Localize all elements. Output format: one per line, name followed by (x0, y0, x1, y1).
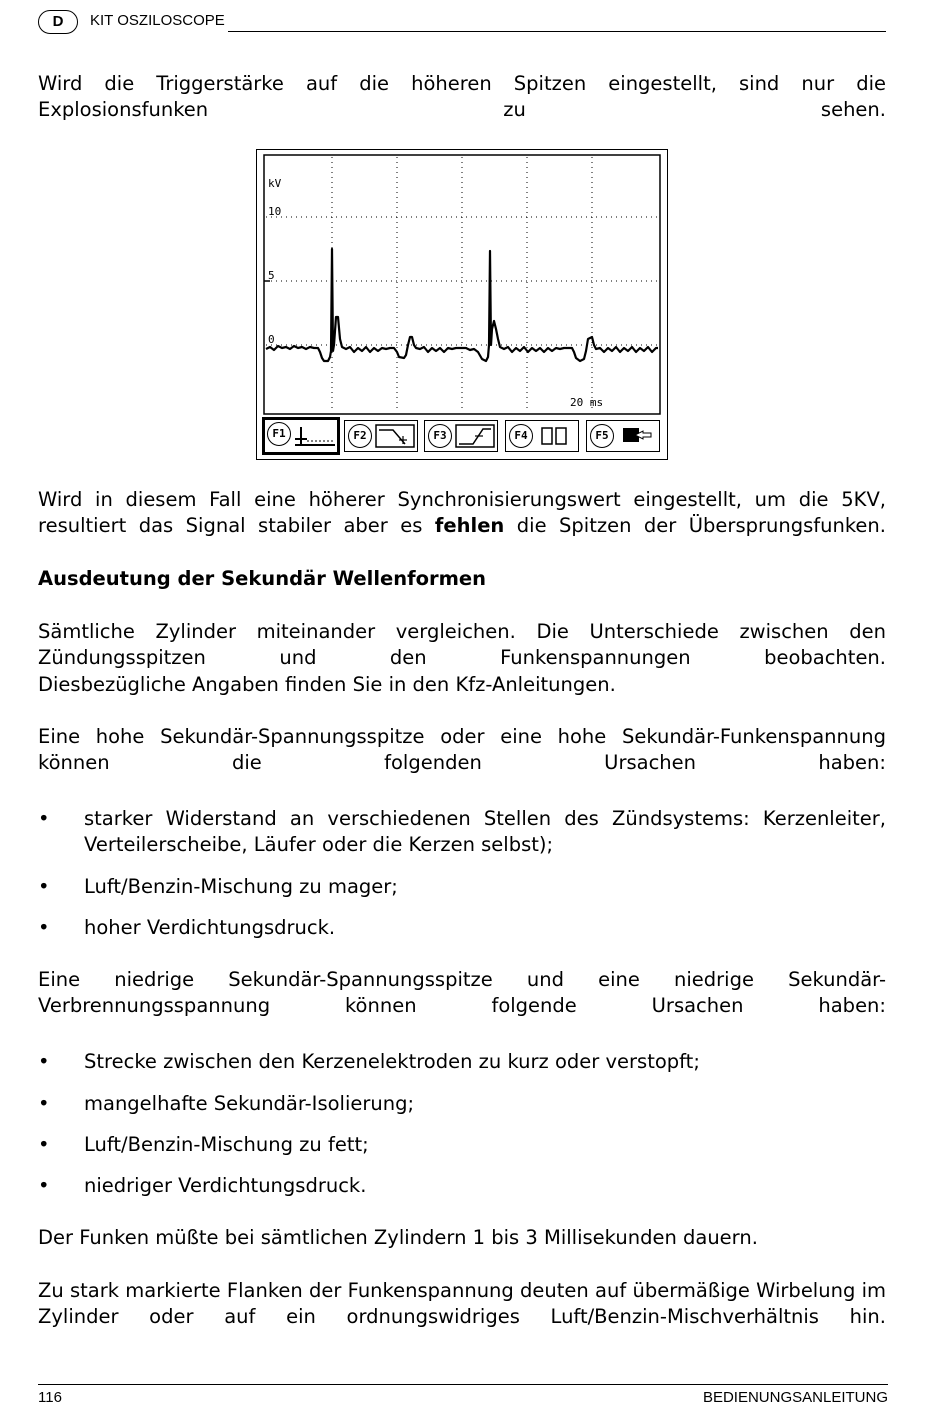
exit-icon (621, 425, 655, 447)
y-label-0: 0 (268, 333, 275, 346)
high-voltage-paragraph: Eine hohe Sekundär-Spannungsspitze oder eine hohe Sekundär-Funkenspannung können die folgenden Ursachen haben: (38, 725, 886, 774)
bullet: • (38, 916, 50, 939)
bullet: • (38, 807, 50, 830)
f2-key-label: F2 (348, 424, 372, 448)
f5-button[interactable] (586, 420, 660, 452)
f4-key-label: F4 (509, 424, 533, 448)
reference-paragraph: Diesbezügliche Angaben finden Sie in den Kfz-Anleitungen. (38, 673, 616, 696)
list-item (38, 806, 886, 858)
sync-text-bold: fehlen (434, 514, 505, 537)
bullet: • (38, 875, 50, 898)
language-badge: D (38, 10, 78, 34)
header-rule (228, 31, 886, 32)
slope-down-icon (375, 424, 415, 448)
page-footer (38, 1384, 888, 1406)
bullet: • (38, 1174, 50, 1197)
bullet: • (38, 1050, 50, 1073)
sync-text-after: die Spitzen der Übersprungsfunken. (504, 514, 886, 537)
page-number: 116 (38, 1389, 62, 1406)
sync-text-before: Wird in diesem Fall eine höherer Synchronisierungswert eingestellt, um die 5KV, resultiert das Signal stabiler aber es (38, 488, 886, 537)
dual-window-icon (540, 426, 576, 446)
f1-button[interactable] (262, 417, 340, 455)
list-item-text: Strecke zwischen den Kerzenelektroden zu kurz oder verstopft; (84, 1050, 700, 1073)
unit-label: kV (268, 177, 282, 190)
list-item-text: Luft/Benzin-Mischung zu mager; (84, 875, 398, 898)
f5-key-label: F5 (590, 424, 614, 448)
list-item-text: starker Widerstand an verschiedenen Stellen des Zündsystems: Kerzenleiter, Verteilerscheibe, Läufer oder die Kerzen selbst); (84, 807, 886, 856)
f3-key-label: F3 (428, 424, 452, 448)
sync-paragraph (38, 487, 886, 539)
compare-paragraph: Sämtliche Zylinder miteinander vergleichen. Die Unterschiede zwischen den Zündungsspitzen und den Funkenspannungen beobachten. (38, 620, 886, 669)
page-header (38, 10, 888, 34)
bullet: • (38, 1092, 50, 1115)
duration-paragraph: Der Funken müßte bei sämtlichen Zylindern 1 bis 3 Millisekunden dauern. (38, 1226, 758, 1249)
f2-button[interactable] (344, 420, 418, 452)
flanks-paragraph: Zu stark markierte Flanken der Funkenspannung deuten auf übermäßige Wirbelung im Zylinder oder auf ein ordnungswidriges Luft/Benzin-Mischverhältnis hin. (38, 1279, 886, 1328)
list-item-text: niedriger Verdichtungsdruck. (84, 1174, 367, 1197)
oscilloscope-display (256, 149, 668, 460)
time-label: 20 ms (570, 396, 604, 409)
bullet: • (38, 1133, 50, 1156)
trigger-level-icon (295, 425, 337, 451)
intro-paragraph: Wird die Triggerstärke auf die höheren Spitzen eingestellt, sind nur die Explosionsfunken zu sehen. (38, 72, 886, 121)
slope-up-icon (455, 424, 495, 448)
f4-button[interactable] (505, 420, 579, 452)
list-item-text: Luft/Benzin-Mischung zu fett; (84, 1133, 369, 1156)
y-label-10: 10 (268, 205, 282, 218)
f3-button[interactable] (424, 420, 498, 452)
f1-key-label: F1 (267, 422, 291, 446)
footer-title: BEDIENUNGSANLEITUNG (702, 1389, 888, 1406)
oscilloscope-screen (256, 149, 668, 460)
list-item-text: hoher Verdichtungsdruck. (84, 916, 336, 939)
section-heading: Ausdeutung der Sekundär Wellenformen (38, 567, 487, 590)
list-item-text: mangelhafte Sekundär-Isolierung; (84, 1092, 415, 1115)
low-voltage-paragraph: Eine niedrige Sekundär-Spannungsspitze und eine niedrige Sekundär-Verbrennungsspannung können folgende Ursachen haben: (38, 968, 886, 1017)
header-title: KIT OSZILOSCOPE (90, 12, 225, 29)
y-label-5: 5 (268, 269, 275, 282)
